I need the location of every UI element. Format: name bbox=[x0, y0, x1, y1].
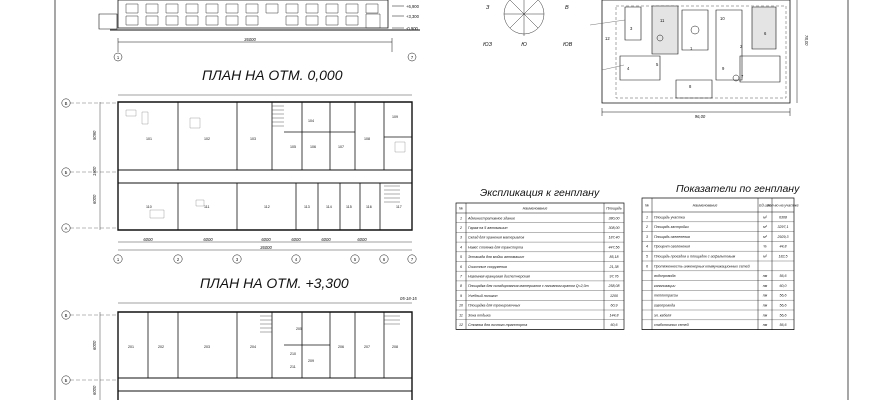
table-cell: Административное здание bbox=[468, 216, 516, 221]
table-cell: 56,6 bbox=[779, 323, 787, 328]
plan1-span-1: 6000 bbox=[143, 237, 153, 242]
table-cell: 144,8 bbox=[609, 313, 619, 318]
table-cell: 6 bbox=[646, 264, 648, 269]
table-cell: Площадь застройки bbox=[654, 225, 689, 230]
room-107: 107 bbox=[338, 145, 344, 149]
plan1-overall: 36000 bbox=[260, 245, 272, 250]
table-cell: пм bbox=[762, 313, 768, 318]
room-104: 104 bbox=[308, 119, 314, 123]
table-cell: Площадь проездов и площадок с асфальтовым bbox=[654, 254, 736, 259]
table-cell: 1 bbox=[460, 216, 462, 221]
table-cell: 7 bbox=[460, 274, 462, 279]
table-cell: 182,5 bbox=[778, 254, 788, 259]
plan2-axis-b: Б bbox=[64, 378, 68, 383]
table-cell: Учебный полигон bbox=[468, 293, 498, 298]
table-cell: пм bbox=[762, 303, 768, 308]
room-111: 111 bbox=[204, 205, 210, 209]
table-header-cell: Площадь bbox=[606, 206, 622, 211]
table-cell: 85,18 bbox=[609, 255, 619, 260]
plan2-mark: 05-18-15 bbox=[400, 296, 417, 301]
room-103: 103 bbox=[250, 137, 256, 141]
site-label-9: 9 bbox=[722, 66, 725, 71]
plan1-axis-2: 2 bbox=[176, 257, 180, 262]
table-header-cell: Ед.изм bbox=[759, 203, 771, 208]
room-210: 210 bbox=[290, 352, 296, 356]
table-header-cell: Наименование bbox=[522, 206, 548, 211]
table-cell: Площадка для тренировочных bbox=[468, 303, 521, 308]
plan1-vdim-1: 5090 bbox=[92, 130, 97, 140]
site-label-11: 11 bbox=[660, 18, 665, 23]
room-110: 110 bbox=[146, 205, 152, 209]
table-cell: 2 bbox=[646, 225, 648, 230]
site-label-12: 12 bbox=[605, 36, 610, 41]
table-cell: пм bbox=[762, 323, 768, 328]
room-201: 201 bbox=[128, 345, 134, 349]
table-cell: 97,76 bbox=[609, 274, 619, 279]
site-label-7: 7 bbox=[741, 74, 744, 79]
room-202: 202 bbox=[158, 345, 164, 349]
facade-axis-7: 7 bbox=[410, 55, 414, 60]
table-header-cell: Наименование bbox=[692, 203, 718, 208]
room-114: 114 bbox=[326, 205, 332, 209]
room-117: 117 bbox=[396, 205, 402, 209]
table-cell: 44,8 bbox=[779, 244, 787, 249]
table-cell: Склад для хранения материалов bbox=[468, 235, 525, 240]
room-113: 113 bbox=[304, 205, 310, 209]
plan1-span-5: 6000 bbox=[321, 237, 331, 242]
room-102: 102 bbox=[204, 137, 210, 141]
plan1-vdim-3: 6000 bbox=[92, 194, 97, 204]
site-label-1: 1 bbox=[690, 46, 693, 51]
explication-table bbox=[456, 203, 624, 329]
table-cell: 56,6 bbox=[779, 313, 787, 318]
plan1-span-2: 6000 bbox=[203, 237, 213, 242]
compass-s: Ю bbox=[521, 42, 527, 48]
plan1-axis-b: Б bbox=[64, 170, 68, 175]
room-115: 115 bbox=[346, 205, 352, 209]
table-cell: 2 bbox=[460, 225, 462, 230]
plan2-title: ПЛАН НА ОТМ. +3,300 bbox=[200, 275, 349, 291]
plan1-axis-5: 5 bbox=[353, 257, 357, 262]
table-cell: 187,40 bbox=[608, 235, 620, 240]
table-cell: 11 bbox=[459, 313, 463, 318]
table-cell: Площадка для складирования материалов с наливным краном Q=2,0т bbox=[468, 284, 589, 289]
plan1-axis-3: 3 bbox=[235, 257, 239, 262]
plan1-axis-v: В bbox=[64, 101, 68, 106]
room-206: 206 bbox=[338, 345, 344, 349]
plan1-axis-7: 7 bbox=[410, 257, 414, 262]
table-cell: м² bbox=[763, 215, 767, 220]
room-105: 105 bbox=[290, 145, 296, 149]
table-cell: пм bbox=[762, 293, 768, 298]
plan2-vdim-2: 6000 bbox=[92, 385, 97, 395]
room-207: 207 bbox=[364, 345, 370, 349]
compass-w: З bbox=[486, 5, 490, 11]
room-205: 205 bbox=[296, 327, 302, 331]
facade-level-2: +3,300 bbox=[406, 14, 419, 19]
table-cell: 5 bbox=[646, 254, 648, 259]
plan2-vdim-1: 6000 bbox=[92, 340, 97, 350]
table-cell: 3297,1 bbox=[777, 225, 789, 230]
table-cell: 1 bbox=[646, 215, 648, 220]
table-cell: Стоянка для личного транспорта bbox=[468, 322, 528, 327]
table-cell: 3 bbox=[460, 235, 462, 240]
site-plan bbox=[590, 0, 809, 119]
room-116: 116 bbox=[366, 205, 372, 209]
plan1-span-3: 6000 bbox=[261, 237, 271, 242]
site-label-8: 8 bbox=[689, 84, 692, 89]
room-106: 106 bbox=[310, 145, 316, 149]
room-211: 211 bbox=[290, 365, 296, 369]
table-cell: 258,08 bbox=[608, 284, 620, 289]
plan1-axis-4: 4 bbox=[294, 257, 298, 262]
table-cell: Навес стоянка для транспорта bbox=[468, 245, 523, 250]
table-cell: Площадь озеленения bbox=[654, 234, 690, 239]
compass-e: В bbox=[565, 5, 569, 11]
table-cell: 60,0 bbox=[779, 283, 787, 288]
compass-se: ЮВ bbox=[563, 42, 573, 48]
room-203: 203 bbox=[204, 345, 210, 349]
table-cell: теплотрассы bbox=[654, 293, 679, 298]
table-cell: 380,00 bbox=[608, 216, 620, 221]
indicators-table bbox=[642, 198, 799, 330]
table-cell: 2929,3 bbox=[777, 234, 789, 239]
table-cell: Протяженность инженерных коммуникационных сетей bbox=[654, 264, 750, 269]
table-cell: Зона отдыха bbox=[468, 313, 491, 318]
plan1-span-6: 6000 bbox=[357, 237, 367, 242]
room-109: 109 bbox=[392, 115, 398, 119]
room-112: 112 bbox=[264, 205, 270, 209]
site-label-10: 10 bbox=[720, 16, 725, 21]
table-cell: Гараж на 5 автомашин bbox=[468, 225, 508, 230]
site-label-5: 5 bbox=[656, 62, 659, 67]
indicators-title: Показатели по генплану bbox=[676, 183, 800, 195]
room-108: 108 bbox=[364, 137, 370, 141]
facade-level-3: -0,900 bbox=[406, 26, 418, 31]
plan1-axis-a: А bbox=[64, 226, 68, 231]
compass-sw: ЮЗ bbox=[483, 42, 492, 48]
table-cell: 9 bbox=[460, 293, 462, 298]
table-cell: водопровода bbox=[654, 274, 676, 279]
table-cell: 6308 bbox=[779, 215, 787, 220]
site-label-2: 2 bbox=[740, 44, 743, 49]
table-cell: пм bbox=[762, 274, 768, 279]
table-cell: слаботочных сетей bbox=[654, 323, 689, 328]
table-cell: 8 bbox=[460, 284, 462, 289]
table-cell: % bbox=[763, 244, 767, 249]
table-cell: канализации bbox=[654, 283, 676, 288]
table-cell: Эстакада для мойки автомашин bbox=[468, 255, 525, 260]
table-cell: 6 bbox=[460, 264, 462, 269]
table-cell: 4 bbox=[460, 245, 462, 250]
facade-overall-dim: 36000 bbox=[244, 37, 256, 42]
site-dim-right: 78,00 bbox=[804, 35, 809, 46]
table-cell: Площадь участка bbox=[654, 215, 685, 220]
table-cell: Процент озеленения bbox=[654, 244, 690, 249]
facade-axis-1: 1 bbox=[116, 55, 120, 60]
table-cell: 308,00 bbox=[608, 225, 620, 230]
table-cell: м² bbox=[763, 225, 767, 230]
table-cell: 56,6 bbox=[779, 293, 787, 298]
plan1-title: ПЛАН НА ОТМ. 0,000 bbox=[202, 67, 343, 83]
table-cell: 10 bbox=[459, 303, 463, 308]
plan2-axis-v: В bbox=[64, 313, 68, 318]
site-label-4: 4 bbox=[627, 66, 630, 71]
facade-drawing bbox=[99, 0, 420, 61]
site-label-3: 3 bbox=[630, 26, 633, 31]
table-header-cell: № bbox=[645, 203, 649, 208]
table-cell: 56,6 bbox=[779, 303, 787, 308]
plan1-axis-1: 1 bbox=[116, 257, 120, 262]
plan1-vdim-2: 1900 bbox=[92, 166, 97, 176]
facade-level-1: +6,900 bbox=[406, 4, 419, 9]
room-208: 208 bbox=[392, 345, 398, 349]
room-204: 204 bbox=[250, 345, 256, 349]
table-cell: 12 bbox=[459, 322, 463, 327]
explication-title: Экспликация к генплану bbox=[480, 187, 600, 199]
compass-rose bbox=[483, 0, 573, 48]
table-cell: 5 bbox=[460, 255, 462, 260]
table-cell: Наземная кранцевая диспетчерская bbox=[468, 274, 530, 279]
plan1-axis-6: 6 bbox=[382, 257, 386, 262]
table-cell: газопровода bbox=[654, 303, 676, 308]
table-cell: 3 bbox=[646, 234, 648, 239]
table-header-cell: Кол-во на участке bbox=[767, 203, 799, 208]
table-cell: 21,38 bbox=[609, 264, 619, 269]
plan1-drawing bbox=[62, 95, 416, 263]
table-cell: м² bbox=[763, 234, 767, 239]
table-cell: 1200 bbox=[610, 293, 618, 298]
table-cell: эл. кабеля bbox=[654, 313, 672, 318]
table-cell: м² bbox=[763, 254, 767, 259]
table-cell: пм bbox=[762, 283, 768, 288]
plan1-span-4: 6000 bbox=[291, 237, 301, 242]
table-cell: 447,56 bbox=[608, 245, 620, 250]
table-cell: 60,9 bbox=[610, 303, 618, 308]
table-cell: 4 bbox=[646, 244, 648, 249]
room-101: 101 bbox=[146, 137, 152, 141]
table-cell: 56,6 bbox=[779, 274, 787, 279]
plan2-drawing bbox=[62, 296, 418, 400]
table-header-cell: № bbox=[459, 206, 463, 211]
table-cell: Очистные сооружения bbox=[468, 264, 507, 269]
site-label-6: 6 bbox=[764, 31, 767, 36]
table-cell: 60,6 bbox=[610, 322, 618, 327]
site-dim-bottom: 96,00 bbox=[694, 114, 706, 119]
room-209: 209 bbox=[308, 359, 314, 363]
